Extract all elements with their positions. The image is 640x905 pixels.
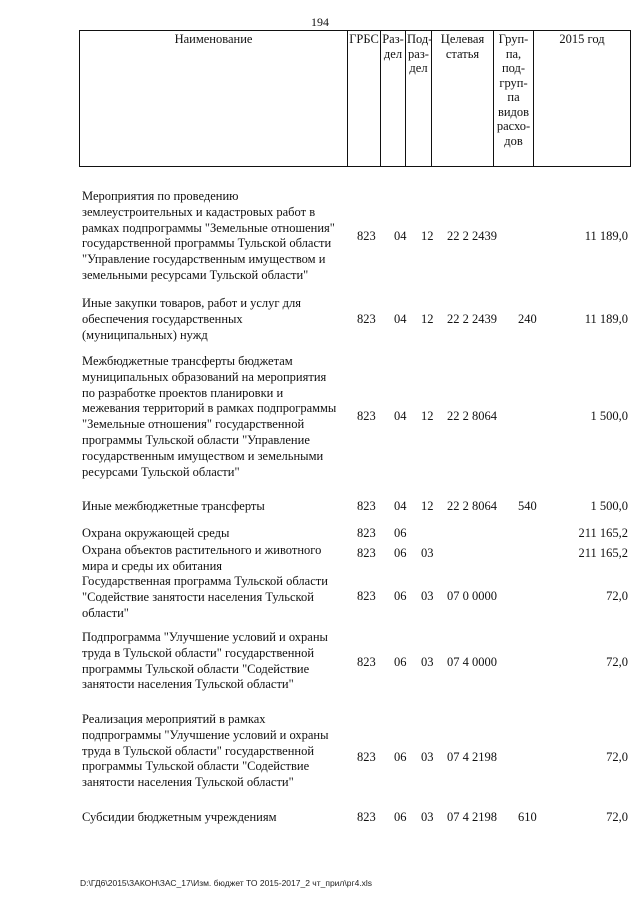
row-sum: 11 189,0	[584, 229, 628, 243]
row-grbs: 823	[357, 810, 376, 824]
row-podrazdel: 12	[421, 409, 434, 423]
row-razdel: 04	[394, 499, 407, 513]
row-target: 22 2 2439	[447, 312, 497, 326]
header-grbs: ГРБС	[348, 31, 381, 167]
row-grbs: 823	[357, 229, 376, 243]
row-razdel: 04	[394, 229, 407, 243]
header-podrazdel: Под- раз- дел	[406, 31, 432, 167]
row-sum: 1 500,0	[590, 499, 628, 513]
row-podrazdel: 03	[421, 810, 434, 824]
row-name: Межбюджетные трансферты бюджетам муниципальных образований на мероприятия по разработке проектов планировки и межевания территорий в рамках подпрограммы "Земельные отношения" государственной программы Тульской области "Управление государственным имуществом и земельными ресурсами Тульской области"	[82, 354, 337, 479]
row-group: 540	[518, 499, 537, 513]
header-group: Груп- па, под- груп- па видов расхо- дов	[494, 31, 534, 167]
row-target: 22 2 8064	[447, 499, 497, 513]
row-name: Государственная программа Тульской области "Содействие занятости населения Тульской области"	[82, 574, 328, 620]
header-name: Наименование	[80, 31, 348, 167]
header-razdel: Раз- дел	[381, 31, 406, 167]
row-name: Охрана окружающей среды	[82, 526, 230, 540]
row-razdel: 04	[394, 409, 407, 423]
header-target: Целевая статья	[432, 31, 494, 167]
table-header	[79, 30, 631, 167]
row-grbs: 823	[357, 546, 376, 560]
row-sum: 11 189,0	[584, 312, 628, 326]
row-name: Реализация мероприятий в рамках подпрограммы "Улучшение условий и охраны труда в Тульской области" государственной программы Тульской области "Содействие занятости населения Тульской области"	[82, 712, 329, 790]
row-grbs: 823	[357, 526, 376, 540]
file-path-footer: D:\ГД6\2015\ЗАКОН\ЗАС_17\Изм. бюджет ТО 2015-2017_2 чт_прил\рг4.xls	[80, 878, 373, 888]
row-name: Мероприятия по проведению землеустроительных и кадастровых работ в рамках подпрограммы "Земельные отношения" государственной программы Тульской области "Управление государственным имуществом и земельными ресурсами Тульской области"	[82, 189, 335, 282]
row-podrazdel: 12	[421, 229, 434, 243]
row-sum: 1 500,0	[590, 409, 628, 423]
row-razdel: 06	[394, 750, 407, 764]
page-number: 194	[311, 15, 329, 29]
row-sum: 211 165,2	[578, 526, 628, 540]
row-sum: 72,0	[606, 589, 628, 603]
row-name: Иные закупки товаров, работ и услуг для обеспечения государственных (муниципальных) нужд	[82, 296, 302, 342]
row-group: 610	[518, 810, 537, 824]
row-podrazdel: 03	[421, 589, 434, 603]
row-razdel: 06	[394, 655, 407, 669]
row-podrazdel: 03	[421, 546, 434, 560]
row-name: Иные межбюджетные трансферты	[82, 499, 265, 513]
row-name: Субсидии бюджетным учреждениям	[82, 810, 277, 824]
row-target: 22 2 8064	[447, 409, 497, 423]
row-grbs: 823	[357, 589, 376, 603]
row-grbs: 823	[357, 312, 376, 326]
row-razdel: 06	[394, 589, 407, 603]
row-podrazdel: 12	[421, 312, 434, 326]
row-name: Подпрограмма "Улучшение условий и охраны труда в Тульской области" государственной программы Тульской области "Содействие занятости населения Тульской области"	[82, 630, 328, 692]
row-razdel: 06	[394, 810, 407, 824]
row-target: 07 0 0000	[447, 589, 497, 603]
row-grbs: 823	[357, 409, 376, 423]
row-grbs: 823	[357, 499, 376, 513]
row-group: 240	[518, 312, 537, 326]
row-grbs: 823	[357, 655, 376, 669]
row-razdel: 06	[394, 526, 407, 540]
header-year: 2015 год	[534, 31, 631, 167]
row-podrazdel: 03	[421, 655, 434, 669]
row-sum: 211 165,2	[578, 546, 628, 560]
row-sum: 72,0	[606, 750, 628, 764]
row-target: 22 2 2439	[447, 229, 497, 243]
row-podrazdel: 12	[421, 499, 434, 513]
row-sum: 72,0	[606, 655, 628, 669]
row-name: Охрана объектов растительного и животного мира и среды их обитания	[82, 543, 322, 573]
row-target: 07 4 2198	[447, 810, 497, 824]
row-razdel: 04	[394, 312, 407, 326]
row-sum: 72,0	[606, 810, 628, 824]
row-target: 07 4 0000	[447, 655, 497, 669]
row-podrazdel: 03	[421, 750, 434, 764]
row-grbs: 823	[357, 750, 376, 764]
row-razdel: 06	[394, 546, 407, 560]
row-target: 07 4 2198	[447, 750, 497, 764]
